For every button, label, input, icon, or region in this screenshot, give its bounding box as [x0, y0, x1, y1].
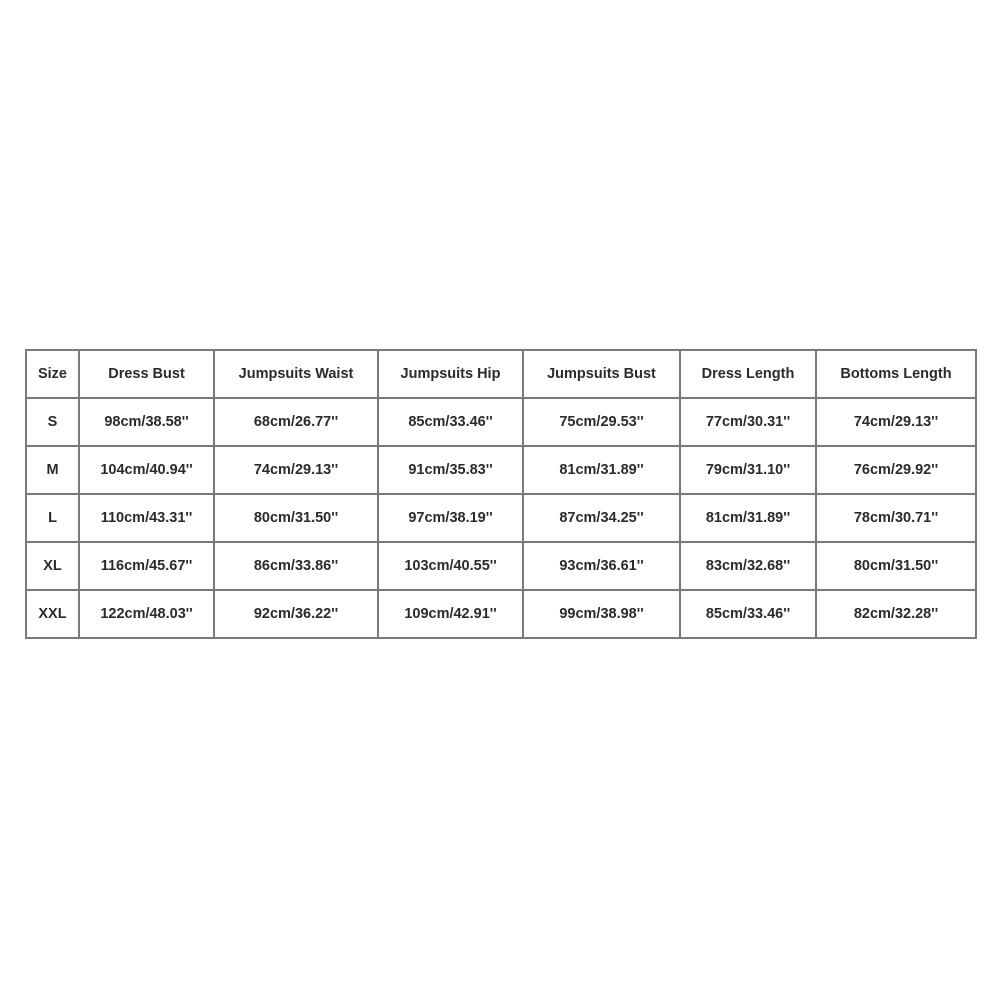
table-cell: 78cm/30.71''	[816, 494, 976, 542]
table-cell: 110cm/43.31''	[79, 494, 214, 542]
table-cell: 81cm/31.89''	[680, 494, 816, 542]
table-cell: 76cm/29.92''	[816, 446, 976, 494]
size-cell: XXL	[26, 590, 79, 638]
table-cell: 75cm/29.53''	[523, 398, 680, 446]
table-cell: 91cm/35.83''	[378, 446, 523, 494]
header-jumpsuits-bust: Jumpsuits Bust	[523, 350, 680, 398]
table-cell: 85cm/33.46''	[378, 398, 523, 446]
table-cell: 92cm/36.22''	[214, 590, 378, 638]
size-cell: XL	[26, 542, 79, 590]
table-cell: 74cm/29.13''	[816, 398, 976, 446]
table-cell: 86cm/33.86''	[214, 542, 378, 590]
size-chart-table	[25, 349, 977, 639]
table-cell: 116cm/45.67''	[79, 542, 214, 590]
table-row	[26, 398, 976, 446]
table-cell: 93cm/36.61''	[523, 542, 680, 590]
size-cell: S	[26, 398, 79, 446]
table-row	[26, 542, 976, 590]
table-row	[26, 446, 976, 494]
size-cell: M	[26, 446, 79, 494]
header-bottoms-length: Bottoms Length	[816, 350, 976, 398]
header-dress-bust: Dress Bust	[79, 350, 214, 398]
header-row	[26, 350, 976, 398]
table-cell: 122cm/48.03''	[79, 590, 214, 638]
table-cell: 98cm/38.58''	[79, 398, 214, 446]
header-jumpsuits-hip: Jumpsuits Hip	[378, 350, 523, 398]
table-cell: 80cm/31.50''	[214, 494, 378, 542]
table-cell: 109cm/42.91''	[378, 590, 523, 638]
header-size: Size	[26, 350, 79, 398]
table-cell: 77cm/30.31''	[680, 398, 816, 446]
table-cell: 68cm/26.77''	[214, 398, 378, 446]
table-cell: 79cm/31.10''	[680, 446, 816, 494]
table-cell: 83cm/32.68''	[680, 542, 816, 590]
header-dress-length: Dress Length	[680, 350, 816, 398]
size-cell: L	[26, 494, 79, 542]
table-cell: 104cm/40.94''	[79, 446, 214, 494]
table-row	[26, 494, 976, 542]
header-jumpsuits-waist: Jumpsuits Waist	[214, 350, 378, 398]
table-cell: 99cm/38.98''	[523, 590, 680, 638]
table-row	[26, 590, 976, 638]
table-cell: 103cm/40.55''	[378, 542, 523, 590]
table-cell: 82cm/32.28''	[816, 590, 976, 638]
table-cell: 97cm/38.19''	[378, 494, 523, 542]
table-cell: 81cm/31.89''	[523, 446, 680, 494]
table-cell: 80cm/31.50''	[816, 542, 976, 590]
table-cell: 74cm/29.13''	[214, 446, 378, 494]
table-cell: 87cm/34.25''	[523, 494, 680, 542]
table-cell: 85cm/33.46''	[680, 590, 816, 638]
